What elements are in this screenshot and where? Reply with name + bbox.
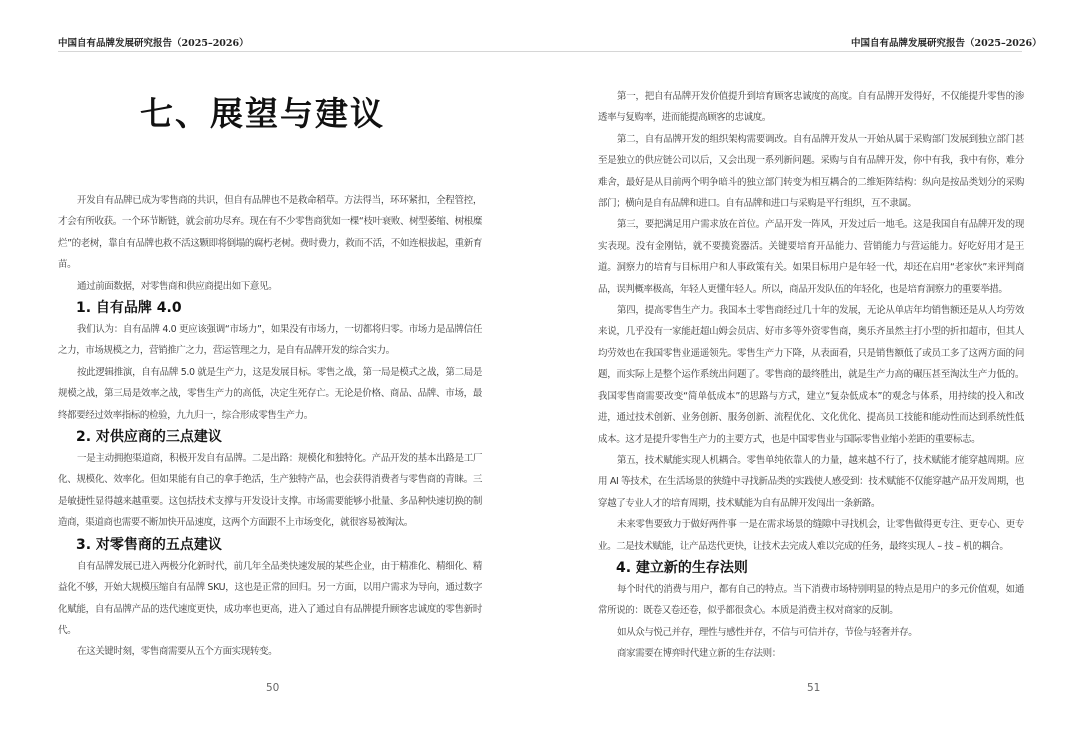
paragraph: 如从众与悦己并存，理性与感性并存，不信与可信并存，节俭与轻奢并存。 [617,626,918,638]
section-heading: 4. 建立新的生存法则 [616,559,748,576]
paragraph: 第三，要把满足用户需求放在首位。产品开发一阵风，开发过后一地毛。这是我国自有品牌开发的现实表现。没有金刚钻，就不要揽瓷器活。关键要培育开品能力、营销能力与营运能力。好吃好用才是王道。洞察力的培育与目标用户和人事政策有关。如果目标用户是年轻一代，却还在启用“老家伙”来评判商品，误判概率极高，年轻人更懂年轻人。所以，商品开发队伍的年轻化，也是培育洞察力的重要举措。 [598,219,1024,295]
paragraph: 第二，自有品牌开发的组织架构需要调改。自有品牌开发从一开始从属于采购部门发展到独立部门甚至是独立的供应链公司以后，又会出现一系列新问题。采购与自有品牌开发，你中有我，我中有你，难分难舍，最好是从目前两个明争暗斗的独立部门转变为相互耦合的二维矩阵结构：纵向是按品类划分的采购部门；横向是自有品牌和进口。自有品牌和进口与采购是平行组织，互不隶属。 [598,133,1024,210]
paragraph: 在这关键时刻，零售商需要从五个方面实现转变。 [77,646,278,658]
running-header: 中国自有品牌发展研究报告（2025–2026） [58,38,249,49]
paragraph: 商家需要在博弈时代建立新的生存法则： [617,648,781,660]
paragraph: 我们认为：自有品牌 4.0 更应该强调“市场力”，如果没有市场力，一切都将归零。市场力是品牌信任之力，市场规模之力，营销推广之力，营运管理之力，是自有品牌开发的综合实力。 [58,324,482,357]
page-number: 50 [266,682,280,694]
paragraph: 第一，把自有品牌开发价值提升到培育顾客忠诚度的高度。自有品牌开发得好，不仅能提升零售的渗透率与复购率，进而能提高顾客的忠诚度。 [598,91,1024,124]
paragraph: 通过前面数据，对零售商和供应商提出如下意见。 [77,280,278,292]
paragraph: 未来零售要致力于做好两件事 一是在需求场景的缝隙中寻找机会，让零售做得更专注、更专心、更专业。二是技术赋能，让产品迭代更快，让技术去完成人难以完成的任务，最终实现人 – 技 – 机的耦合。 [598,519,1024,552]
running-header: 中国自有品牌发展研究报告（2025–2026） [851,38,1042,49]
right-body [598,86,1024,665]
left-body [58,190,482,663]
page-number: 51 [807,682,821,694]
paragraph: 第四，提高零售生产力。我国本土零售商经过几十年的发展，无论从单店年均销售额还是从人均劳效来说，几乎没有一家能赶超山姆会员店、好市多等外资零售商，奥乐齐虽然主打小型的折扣超市，但其人均劳效也在我国零售业遥遥领先。零售生产力下降，从表面看，只是销售额低了或员工多了这两方面的问题，而实际上是整个运作系统出问题了。零售商的最终胜出，就是生产力高的碾压甚至淘汰生产力低的。我国零售商需要改变“简单低成本”的思路与方式，建立“复杂低成本”的观念与体系，用持续的投入和改进，通过技术创新、业务创新、服务创新、流程优化、文化优化、提高员工技能和能动性而达到系统性低成本。这才是提升零售生产力的主要方式，也是中国零售业与国际零售业缩小差距的重要标志。 [598,305,1024,445]
chapter-title: 七、展望与建议 [140,94,385,133]
section-heading: 2. 对供应商的三点建议 [76,429,222,446]
paragraph: 每个时代的消费与用户，都有自己的特点。当下消费市场特别明显的特点是用户的多元价值观，如通常所说的：既卷又卷还卷，似乎都很贪心。本质是消费主权对商家的反制。 [598,583,1024,617]
paragraph: 一是主动拥抱渠道商，积极开发自有品牌。二是出路：规模化和独特化。产品开发的基本出路是工厂化、规模化、效率化。但如果能有自己的拿手绝活，生产独特产品，也会获得消费者与零售商的青睐。三是敏捷性显得越来越重要。这包括技术支撑与开发设计支撑。市场需要能够小批量、多品种快速切换的制造商，渠道商也需要不断加快开品速度，这两个方面跟不上市场变化，就很容易被淘汰。 [58,453,482,529]
paragraph: 开发自有品牌已成为零售商的共识，但自有品牌也不是救命稻草。方法得当，环环紧扣，全程管控，才会有所收获。一个环节断链，就会前功尽弃。现在有不少零售商犹如一棵“枝叶衰败、树型萎缩、树根糜烂”的老树，靠自有品牌也救不活这颗即将倒塌的腐朽老树。费时费力，救而不活，不如连根拔起，重新育苗。 [58,195,482,271]
paragraph: 按此逻辑推演，自有品牌 5.0 就是生产力，这是发展目标。零售之战，第一局是模式之战，第二局是规模之战，第三局是效率之战，零售生产力的高低，决定生死存亡。无论是价格、商品、品牌、市场，最终都要经过效率指标的检验，九九归一，综合形成零售生产力。 [58,366,482,421]
header-rule [540,51,1022,52]
section-heading: 3. 对零售商的五点建议 [76,536,222,553]
right-page [540,0,1080,732]
section-heading: 1. 自有品牌 4.0 [76,300,182,317]
paragraph: 自有品牌发展已进入两极分化新时代，前几年全品类快速发展的某些企业，由于精准化、精细化、精益化不够，开始大规模压缩自有品牌 SKU，这也是正常的回归。另一方面，以用户需求为导向，通过数字化赋能，自有品牌产品的迭代速度更快，成功率也更高，进入了通过自有品牌提升顾客忠诚度的零售新时代。 [58,560,482,636]
paragraph: 第五，技术赋能实现人机耦合。零售单纯依靠人的力量，越来越不行了，技术赋能才能穿越周期。应用 AI 等技术，在生活场景的狭缝中寻找新品类的实践使人感受到：技术赋能不仅能穿越产品开发周期，也穿越了专业人才的培育周期，技术赋能为自有品牌开发闯出一条新路。 [598,454,1024,509]
header-rule [58,51,540,52]
